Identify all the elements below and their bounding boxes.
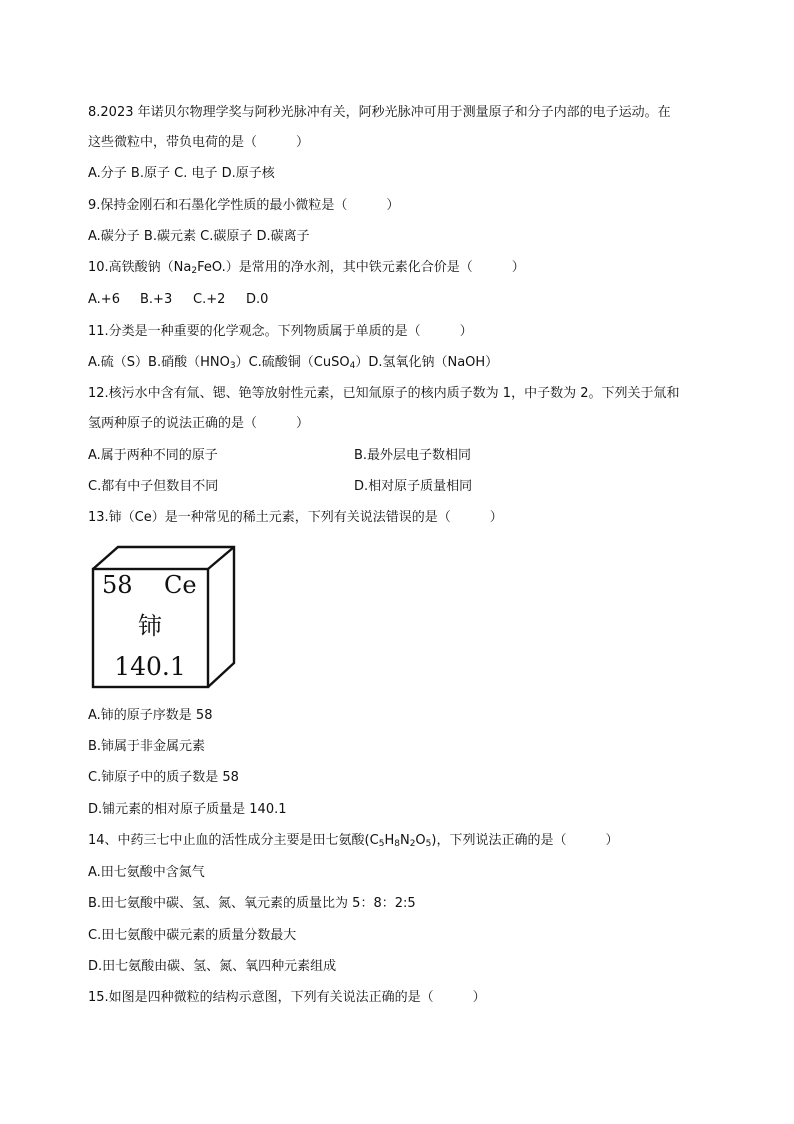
q10-stem-part2: FeO.）是常用的净水剂，其中铁元素化合价是（ ） [197,260,525,275]
q14-option-d: D.田七氨酸由碳、氢、氮、氧四种元素组成 [88,959,337,974]
q13-option-a: A.铈的原子序数是 58 [88,708,213,723]
q11-option-d: ）D.氢氧化钠（NaOH） [355,355,499,370]
q14-o: O [415,833,426,848]
q11-option-a-b: A.硫（S）B.硝酸（HNO [88,355,230,370]
q9-options: A.碳分子 B.碳元素 C.碳原子 D.碳离子 [88,229,310,244]
cerium-element-tile [88,543,238,693]
q10-stem [88,258,714,278]
q10-option-d: D.0 [246,292,269,307]
q14-n: N [399,833,410,848]
q10-option-b: B.+3 [140,292,173,307]
q11-subscript-3: 3 [229,361,236,371]
q14-stem-part2: )，下列说法正确的是（ ） [431,833,619,848]
q9-stem: 9.保持金刚石和石墨化学性质的最小微粒是（ ） [88,198,400,213]
q13-option-d: D.铺元素的相对原子质量是 140.1 [88,802,287,817]
q12-option-d: D.相对原子质量相同 [354,479,473,494]
tile-atomic-mass: 140.1 [114,652,186,681]
q12-option-c: C.都有中子但数目不同 [88,479,219,494]
q14-stem [88,831,714,851]
q15-stem: 15.如图是四种微粒的结构示意图，下列有关说法正确的是（ ） [88,990,486,1005]
q8-stem-line1: 8.2023 年诺贝尔物理学奖与阿秒光脉冲有关，阿秒光脉冲可用于测量原子和分子内部的电子运动。在 [88,105,671,120]
q14-stem-part1: 14、中药三七中止血的活性成分主要是田七氨酸(C [88,833,379,848]
q14-option-a: A.田七氨酸中含氮气 [88,865,205,880]
tile-atomic-number: 58 [102,571,133,599]
q12-stem-line1: 12.核污水中含有氚、锶、铯等放射性元素，已知氚原子的核内质子数为 1，中子数为 2。下列关于氚和 [88,386,680,401]
q13-option-c: C.铈原子中的质子数是 58 [88,770,239,785]
tile-element-name: 铈 [138,612,162,640]
q10-option-a: A.+6 [88,292,120,307]
q12-option-b: B.最外层电子数相同 [354,448,472,463]
q12-options-row1 [88,446,714,466]
q10-stem-part1: 10.高铁酸钠（Na [88,260,192,275]
q11-options [88,353,714,373]
q13-option-b: B.铈属于非金属元素 [88,739,206,754]
q11-option-c: ）C.硫酸铜（CuSO [235,355,350,370]
q14-h: H [384,833,395,848]
tile-3d-corner-edge [208,547,234,569]
q11-subscript-4: 4 [349,361,356,371]
q12-options-row2 [88,477,714,497]
q8-options: A.分子 B.原子 C. 电子 D.原子核 [88,166,275,181]
q12-stem-line2: 氢两种原子的说法正确的是（ ） [88,416,310,431]
tile-symbol: Ce [164,571,197,599]
q14-sub-h: 8 [394,839,400,849]
q13-stem: 13.铈（Ce）是一种常见的稀土元素，下列有关说法错误的是（ ） [88,510,503,525]
q10-subscript: 2 [191,266,198,276]
q11-stem: 11.分类是一种重要的化学观念。下列物质属于单质的是（ ） [88,324,473,339]
q14-option-b: B.田七氨酸中碳、氢、氮、氧元素的质量比为 5：8：2:5 [88,896,416,911]
q8-stem-line2: 这些微粒中，带负电荷的是（ ） [88,135,310,150]
q14-option-c: C.田七氨酸中碳元素的质量分数最大 [88,928,297,943]
q14-sub-c: 5 [378,839,385,849]
q14-sub-n: 2 [409,839,416,849]
q12-option-a: A.属于两种不同的原子 [88,448,218,463]
q14-sub-o: 5 [425,839,432,849]
q10-option-c: C.+2 [193,292,226,307]
